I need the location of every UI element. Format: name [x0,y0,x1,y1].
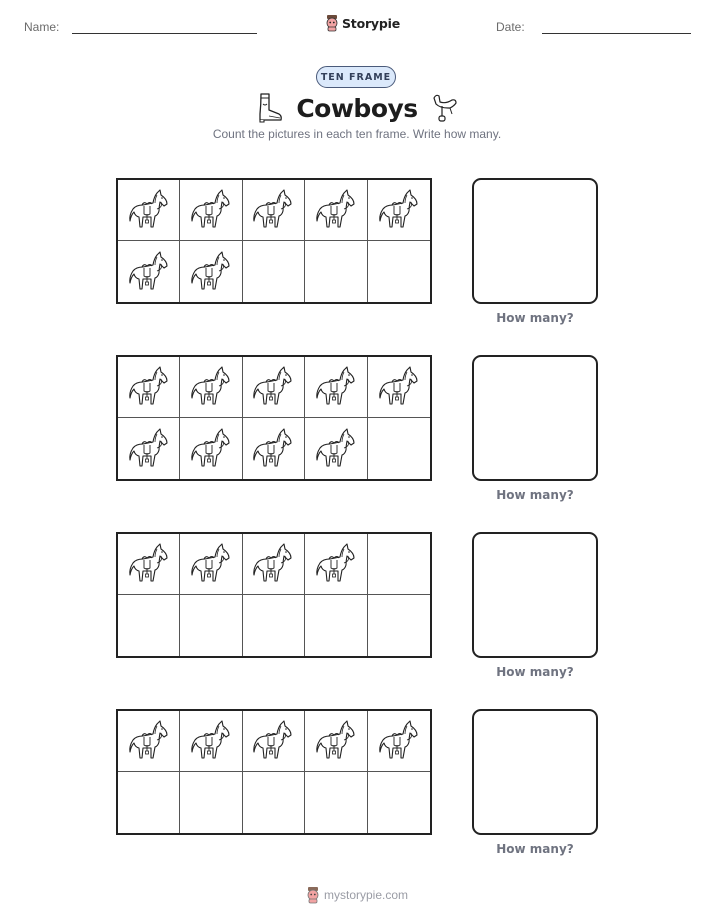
footer-url: mystorypie.com [323,888,409,902]
frame-cell [243,241,305,302]
ten-frame-badge: TEN FRAME [316,66,396,88]
footer [0,885,714,905]
frame-cell [180,241,242,302]
how-many-label-2: How many? [496,488,574,502]
title-row [0,90,714,126]
horse-icon [251,364,295,410]
saddle-icon [430,92,460,124]
horse-icon [127,187,171,233]
horse-icon [127,718,171,764]
cowboy-boot-icon [254,92,284,124]
frame-cell [305,180,367,241]
name-label: Name: [24,20,60,34]
frame-cell [180,418,242,479]
frame-cell [243,534,305,595]
frame-cell [180,357,242,418]
horse-icon [251,541,295,587]
date-label: Date: [496,20,525,34]
ten-frame-4 [116,709,432,835]
how-many-label-1: How many? [496,311,574,325]
frame-cell [305,357,367,418]
frame-cell [243,418,305,479]
frame-cell [118,418,180,479]
horse-icon [251,187,295,233]
name-line[interactable] [72,33,257,34]
horse-icon [314,426,358,472]
horse-icon [314,541,358,587]
instructions: Count the pictures in each ten frame. Write how many. [212,127,502,141]
how-many-label-3: How many? [496,665,574,679]
frame-cell [118,595,180,656]
horse-icon [189,249,233,295]
horse-icon [314,187,358,233]
horse-icon [251,718,295,764]
ten-frame-2 [116,355,432,481]
frame-cell [180,534,242,595]
frame-cell [180,711,242,772]
horse-icon [314,364,358,410]
horse-icon [189,187,233,233]
frame-cell [368,180,430,241]
frame-cell [243,711,305,772]
horse-icon [314,718,358,764]
ten-frame-1 [116,178,432,304]
date-line[interactable] [542,33,691,34]
horse-icon [127,364,171,410]
horse-icon [377,187,421,233]
frame-cell [368,711,430,772]
storypie-mascot-icon [325,14,339,32]
frame-cell [243,180,305,241]
brand-name: Storypie [342,15,400,31]
frame-cell [368,357,430,418]
horse-icon [127,426,171,472]
frame-cell [243,595,305,656]
answer-box-1[interactable] [472,178,598,304]
frame-cell [180,180,242,241]
frame-cell [180,772,242,833]
horse-icon [377,718,421,764]
frame-cell [305,418,367,479]
frame-cell [368,595,430,656]
brand-logo [325,13,400,33]
horse-icon [127,249,171,295]
answer-box-4[interactable] [472,709,598,835]
ten-frame-3 [116,532,432,658]
frame-cell [305,534,367,595]
horse-icon [251,426,295,472]
frame-cell [305,241,367,302]
horse-icon [189,426,233,472]
frame-cell [305,772,367,833]
answer-box-3[interactable] [472,532,598,658]
frame-cell [243,772,305,833]
answer-box-2[interactable] [472,355,598,481]
horse-icon [377,364,421,410]
horse-icon [189,541,233,587]
horse-icon [189,718,233,764]
horse-icon [189,364,233,410]
frame-cell [118,772,180,833]
frame-cell [368,534,430,595]
frame-cell [118,180,180,241]
frame-cell [118,711,180,772]
frame-cell [118,534,180,595]
frame-cell [118,357,180,418]
frame-cell [180,595,242,656]
frame-cell [243,357,305,418]
frame-cell [305,711,367,772]
horse-icon [127,541,171,587]
how-many-label-4: How many? [496,842,574,856]
frame-cell [118,241,180,302]
frame-cell [368,241,430,302]
storypie-mascot-icon [306,886,320,904]
frame-cell [368,772,430,833]
worksheet-title: Cowboys [296,93,418,123]
frame-cell [368,418,430,479]
frame-cell [305,595,367,656]
